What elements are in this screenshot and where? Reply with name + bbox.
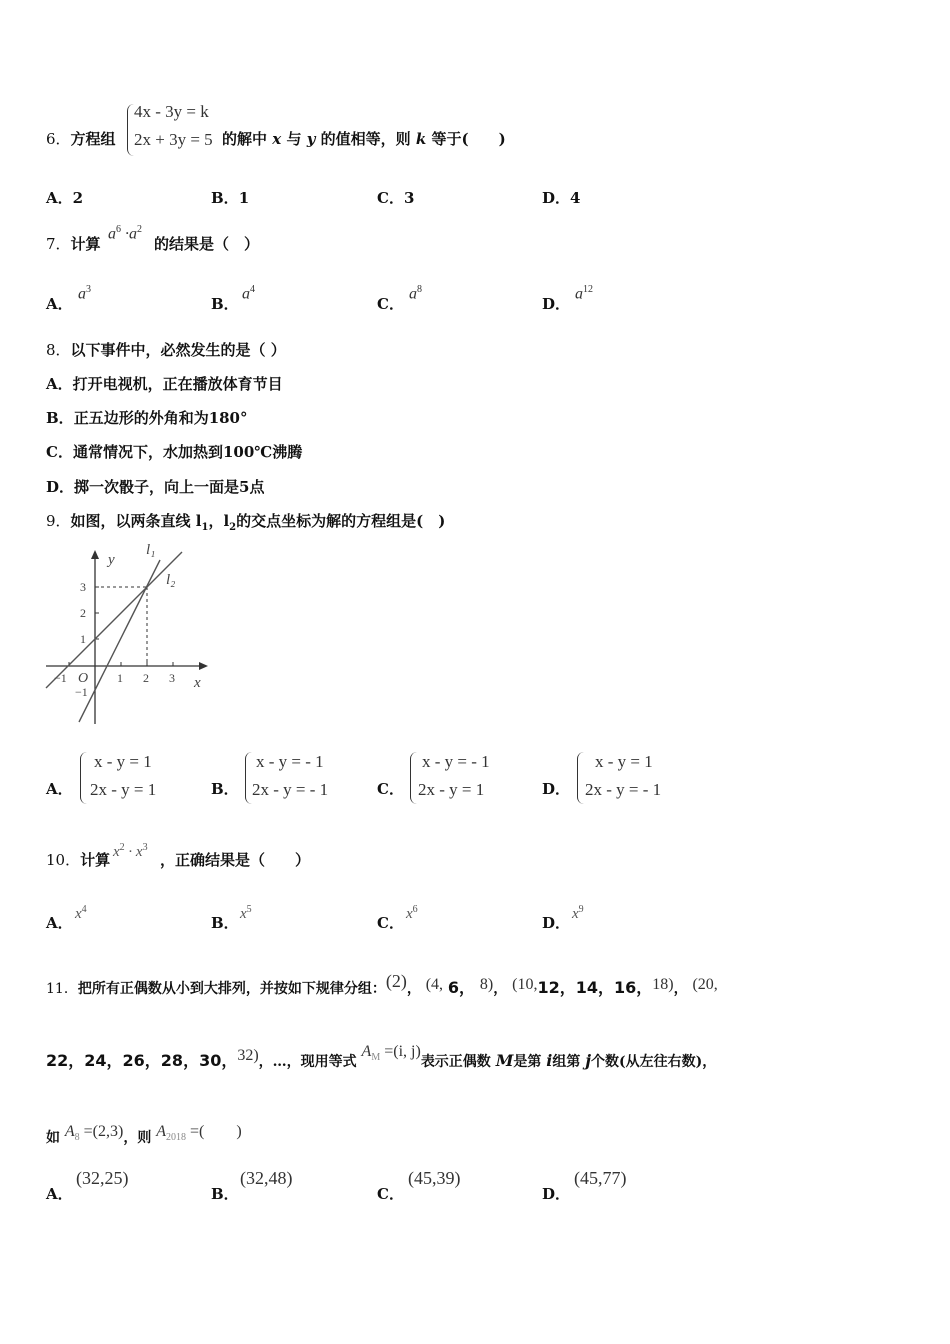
option-label: C．	[377, 189, 404, 207]
option-label: C．	[377, 295, 404, 313]
option-label: D．	[542, 189, 571, 207]
q9-d-brace	[577, 752, 584, 804]
option-label: A．	[46, 914, 73, 932]
expr-dot: · x	[124, 844, 143, 860]
option-label: C．	[46, 443, 73, 461]
q11-line2-post3: 组第	[552, 1054, 581, 1070]
q7-option-b[interactable]	[211, 293, 239, 314]
q11-option-c[interactable]	[377, 1183, 404, 1204]
exp: 4	[250, 284, 255, 295]
q9-a-system	[90, 748, 156, 804]
q11-group2-open: (4,	[425, 976, 444, 993]
exp: 4	[81, 904, 87, 915]
q6-brace	[127, 104, 134, 156]
option-label: D．	[46, 478, 75, 496]
q7-line	[46, 233, 101, 254]
q8-option-b[interactable]	[46, 407, 248, 428]
q11-group3-close: 18)	[652, 976, 674, 993]
option-label: D．	[542, 914, 571, 932]
eq: x - y = 1	[595, 752, 653, 771]
q11-line2-numbers: 22，24，26，28，30，	[46, 1051, 238, 1070]
origin-label: O	[78, 671, 89, 686]
option-label: B．	[46, 409, 74, 427]
q11-group4-open: (20,	[692, 976, 718, 993]
q7-option-d[interactable]	[542, 293, 570, 314]
q6-eq1: 4x - 3y = k	[134, 102, 209, 121]
l2-label: l₂	[166, 572, 176, 588]
option-text: 打开电视机，正在播放体育节目	[72, 375, 283, 393]
q10-option-b[interactable]	[211, 912, 239, 933]
exp: 8	[417, 284, 422, 295]
q6-prefix: 方程组	[70, 130, 116, 148]
eq: 2x - y = 1	[418, 780, 485, 799]
y-tick-label: 1	[80, 632, 86, 646]
option-value: 3	[403, 189, 415, 207]
q11-line1	[46, 971, 718, 998]
q7-option-b-value	[242, 284, 255, 303]
y-axis-label: y	[108, 552, 115, 568]
q9-graph	[42, 538, 214, 726]
x-axis-label: x	[194, 675, 201, 691]
base: a	[575, 285, 583, 303]
q7-option-c-value	[409, 284, 422, 303]
q11-sep: ，	[493, 981, 508, 997]
eq: x - y = - 1	[422, 752, 490, 771]
eq: x - y = - 1	[256, 752, 324, 771]
option-label: A．	[46, 295, 73, 313]
q9-number: 9．	[46, 512, 71, 530]
exp: 9	[578, 904, 584, 915]
option-label: A．	[46, 780, 73, 798]
q10-option-d-value	[572, 904, 584, 923]
q11-tail: ，	[702, 1054, 717, 1070]
q11-line2-mid: ，…，现用等式	[258, 1054, 357, 1070]
q6-option-c[interactable]	[377, 187, 414, 208]
x-tick-label: 2	[143, 671, 149, 685]
q9-d-system	[585, 748, 661, 804]
option-label: C．	[377, 1185, 404, 1203]
q9-sub1: 1	[201, 522, 209, 533]
q7-option-d-value	[575, 284, 593, 303]
q9-text-pre: 如图，以两条直线 l	[70, 512, 202, 530]
q11-line2-post2: 是第	[513, 1054, 542, 1070]
base: x	[406, 906, 413, 922]
q8-text: 以下事件中，必然发生的是（ ）	[70, 341, 286, 359]
option-label: A．	[46, 1185, 73, 1203]
q9-comma: ，l	[208, 512, 230, 530]
q8-option-a[interactable]	[46, 373, 283, 394]
q11-option-a[interactable]	[46, 1183, 73, 1204]
q6-var-k: k	[415, 130, 427, 148]
q11-line2-post4: 个数	[591, 1054, 620, 1070]
q6-post: 等于( )	[431, 130, 506, 148]
q11-line2	[46, 1043, 717, 1073]
q11-am-eq: =(i, j)	[380, 1043, 421, 1060]
x-tick-label: 1	[117, 671, 123, 685]
q9-option-d[interactable]	[542, 778, 570, 799]
q11-am: A	[361, 1043, 372, 1060]
q11-am-sub: M	[371, 1052, 381, 1064]
y-tick-label: −1	[75, 685, 88, 699]
q6-option-b[interactable]	[211, 187, 249, 208]
exp: 6	[412, 904, 418, 915]
q7-option-a-value	[78, 284, 91, 303]
q11-line3-pre: 如	[46, 1130, 60, 1146]
option-value: 4	[570, 189, 581, 207]
q11-intro: 把所有正偶数从小到大排列，并按如下规律分组：	[77, 981, 386, 997]
base: a	[78, 285, 86, 303]
option-label: D．	[542, 295, 571, 313]
q11-var-i: i	[546, 1051, 553, 1070]
q10-option-c[interactable]	[377, 912, 404, 933]
base: a	[242, 285, 250, 303]
q11-group2-mid: 6，	[447, 978, 476, 997]
q9-option-a[interactable]	[46, 778, 73, 799]
y-axis-arrow	[91, 550, 99, 559]
option-label: B．	[211, 1185, 239, 1203]
q7-post: 的结果是（ ）	[154, 235, 260, 253]
exp: 12	[583, 284, 593, 295]
q9-b-system	[252, 748, 328, 804]
q7-option-a[interactable]	[46, 293, 73, 314]
q11-line3-mid: ，则	[123, 1130, 152, 1146]
expr-base: x	[113, 844, 120, 860]
q10-line	[46, 849, 110, 870]
q6-number: 6．	[46, 130, 71, 148]
q11-a2018-sub: 2018	[166, 1132, 186, 1144]
q6-var-y: y	[306, 130, 316, 148]
x-tick-label: 3	[169, 671, 175, 685]
option-value: 2	[72, 189, 84, 207]
expr-exp: 3	[142, 842, 148, 853]
option-label: B．	[211, 189, 239, 207]
q11-sep: ，	[673, 981, 688, 997]
q10-number: 10．	[46, 851, 81, 869]
q10-option-b-value	[240, 904, 252, 923]
option-text: 掷一次骰子，向上一面是5点	[74, 478, 265, 496]
q11-option-d-value: (45,77)	[574, 1168, 627, 1188]
option-label: D．	[542, 1185, 571, 1203]
q6-eq2: 2x + 3y = 5	[134, 130, 213, 149]
q7-expression	[108, 224, 142, 243]
q11-group4-close: 32)	[237, 1047, 259, 1064]
q9-text-post: 的交点坐标为解的方程组是( )	[236, 512, 446, 530]
option-label: D．	[542, 780, 571, 798]
eq: 2x - y = 1	[90, 780, 157, 799]
option-label: B．	[211, 914, 239, 932]
q9-c-system	[418, 748, 490, 804]
eq: x - y = 1	[94, 752, 152, 771]
expr-dot: ·a	[125, 225, 137, 243]
q11-group1: (2)	[385, 971, 407, 991]
option-label: A．	[46, 375, 73, 393]
q9-sub2: 2	[229, 522, 237, 533]
q10-post: ，正确结果是（ ）	[160, 851, 311, 869]
q11-option-a-value: (32,25)	[76, 1168, 129, 1188]
line-l2	[46, 552, 182, 688]
q10-option-c-value	[406, 904, 418, 923]
q10-option-a-value	[75, 904, 87, 923]
q11-number: 11．	[46, 981, 78, 997]
q8-option-d[interactable]	[46, 476, 264, 497]
q11-a8-eq: =(2,3)	[79, 1123, 124, 1140]
q11-line2-post1: 表示正偶数	[420, 1054, 491, 1070]
q11-group3-mid: 12，14，16，	[537, 978, 653, 997]
expr-exp: 2	[119, 842, 125, 853]
option-label: C．	[377, 914, 404, 932]
q10-expression	[113, 842, 148, 861]
q11-option-c-value: (45,39)	[408, 1168, 461, 1188]
q6-mid: 的解中	[222, 130, 268, 148]
q8-number: 8．	[46, 341, 71, 359]
eq: 2x - y = - 1	[585, 780, 662, 799]
line-l1	[79, 560, 160, 722]
q11-line3	[46, 1124, 242, 1149]
q11-sep: ，	[406, 981, 421, 997]
y-tick-label: 3	[80, 580, 86, 594]
q11-group3-open: (10,	[512, 976, 538, 993]
q7-prefix: 计算	[70, 235, 101, 253]
q11-a2018: A	[156, 1123, 166, 1140]
q9-b-brace	[245, 752, 252, 804]
q8-option-c[interactable]	[46, 441, 302, 462]
x-axis-arrow	[199, 662, 208, 670]
q6-option-a[interactable]	[46, 187, 83, 208]
x-tick-label: −1	[54, 671, 67, 685]
q6-system	[134, 98, 213, 154]
q11-option-b-value: (32,48)	[240, 1168, 293, 1188]
q10-option-a[interactable]	[46, 912, 73, 933]
q9-option-c[interactable]	[377, 778, 404, 799]
q9-c-brace	[410, 752, 417, 804]
q6-var-x: x	[272, 130, 282, 148]
q11-group2-close: 8)	[479, 976, 494, 993]
q9-option-b[interactable]	[211, 778, 239, 799]
exp: 5	[246, 904, 252, 915]
q6-option-d[interactable]	[542, 187, 580, 208]
option-text: 正五边形的外角和为180°	[73, 409, 248, 427]
q9-a-brace	[80, 752, 87, 804]
q11-option-b[interactable]	[211, 1183, 239, 1204]
q11-var-j: j	[585, 1051, 592, 1070]
eq: 2x - y = - 1	[252, 780, 329, 799]
q11-var-M: M	[495, 1051, 514, 1070]
l1-label: l₁	[146, 542, 156, 558]
expr-exp: 6	[116, 224, 121, 235]
q6-mid2: 的值相等，则	[320, 130, 411, 148]
q11-option-d[interactable]	[542, 1183, 570, 1204]
q8-line	[46, 339, 286, 360]
option-label: A．	[46, 189, 73, 207]
base: x	[572, 906, 579, 922]
y-tick-label: 2	[80, 606, 86, 620]
expr-exp: 2	[137, 224, 142, 235]
q11-a2018-eq: =( )	[186, 1123, 242, 1140]
q11-a8-sub: 8	[74, 1132, 80, 1144]
base: x	[240, 906, 247, 922]
q7-number: 7．	[46, 235, 71, 253]
q6-and: 与	[286, 130, 302, 148]
option-text: 通常情况下，水加热到100℃沸腾	[72, 443, 303, 461]
q7-option-c[interactable]	[377, 293, 404, 314]
option-value: 1	[238, 189, 250, 207]
q11-paren-note: (从左往右数)	[619, 1054, 703, 1070]
q9-line	[46, 510, 445, 533]
q10-prefix: 计算	[80, 851, 111, 869]
exp: 3	[86, 284, 91, 295]
option-label: B．	[211, 780, 239, 798]
base: a	[409, 285, 417, 303]
option-label: C．	[377, 780, 404, 798]
q6-rest	[222, 128, 506, 149]
q11-a8: A	[64, 1123, 75, 1140]
expr-base: a	[108, 225, 116, 243]
option-label: B．	[211, 295, 239, 313]
q10-option-d[interactable]	[542, 912, 570, 933]
base: x	[75, 906, 82, 922]
q6-line	[46, 128, 116, 149]
